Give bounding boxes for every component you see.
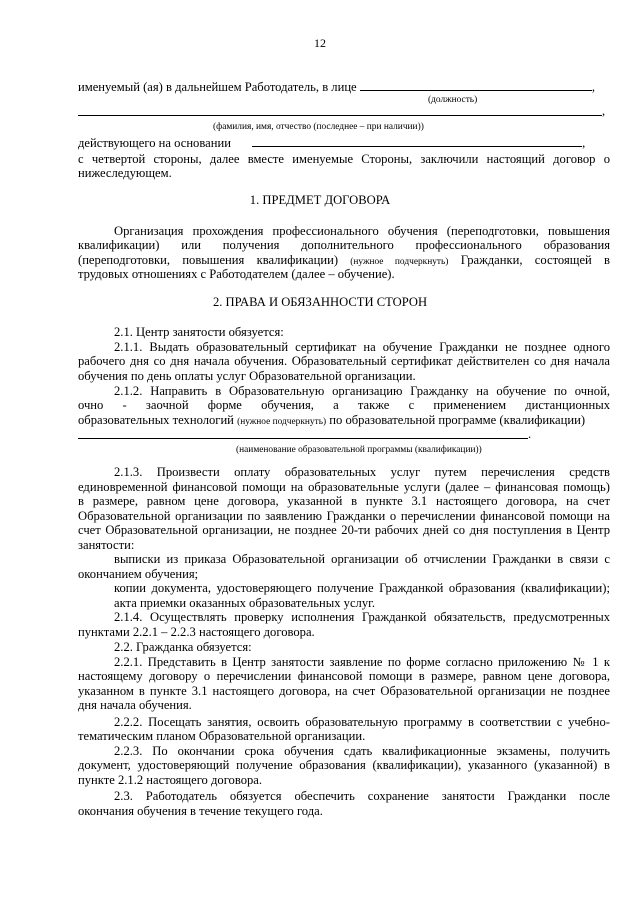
page-number: 12 <box>314 36 326 50</box>
copy-doc-line: копии документа, удостоверяющего получение Гражданкой образования (квалификации); <box>114 581 610 595</box>
p2-1-4-line-2: пунктами 2.2.1 – 2.2.3 настоящего договора. <box>78 625 315 639</box>
p2-1-3-line-6: занятости: <box>78 538 135 552</box>
s1-line-2: квалификации) или получения дополнительного профессионального образования <box>78 238 610 252</box>
caption-name: (фамилия, имя, отчество (последнее – при наличии)) <box>213 122 424 132</box>
section-2-title: 2. ПРАВА И ОБЯЗАННОСТИ СТОРОН <box>212 295 428 309</box>
extract-line-2: окончанием обучения; <box>78 567 199 581</box>
s1-l3a: (переподготовки, повышения квалификации) <box>78 253 339 267</box>
p2-2-3-line-1: 2.2.3. По окончании срока обучения сдать квалификационные экзамены, получить <box>114 744 610 758</box>
parties-line-1: с четвертой стороны, далее вместе именуемые Стороны, заключили настоящий договор о <box>78 152 610 166</box>
p2-1-2-line-2: очно - заочной форме обучения, а также с применением дистанционных <box>78 398 610 412</box>
s1-line-4: трудовых отношениях с Работодателем (далее – обучение). <box>78 267 395 281</box>
p2-1-2-line-1: 2.1.2. Направить в Образовательную организацию Гражданку на обучение по очной, <box>114 384 610 398</box>
comma: , <box>582 136 586 150</box>
caption-position: (должность) <box>428 95 478 105</box>
p2-2-2-line-2: тематическим планом Образовательной организации. <box>78 729 366 743</box>
s1-l3c: Гражданки, состоящей в <box>460 253 610 267</box>
p2-3-line-2: окончания обучения в течение текущего года. <box>78 804 323 818</box>
basis-label: действующего на основании <box>78 136 231 150</box>
p2-2-3-line-3: пункте 2.1.2 настоящего договора. <box>78 773 263 787</box>
p212-3a: образовательных технологий <box>78 413 234 427</box>
program-dot: . <box>528 427 532 441</box>
p2-2-1-line-3: указанном в пункте 3.1 настоящего договора, на счет Образовательной организации не позднее <box>78 684 610 698</box>
basis-line <box>78 135 610 150</box>
p2-2: 2.2. Гражданка обязуется: <box>114 640 252 654</box>
employer-line <box>78 79 610 94</box>
name-blank[interactable] <box>78 115 602 116</box>
act-line: акта приемки оказанных образовательных услуг. <box>114 596 376 610</box>
p212-3b: (нужное подчеркнуть) <box>237 417 327 427</box>
p212-3c: по образовательной программе (квалификации) <box>329 413 586 427</box>
caption-program: (наименование образовательной программы (квалификации)) <box>236 445 482 455</box>
p2-1-1-line-3: обучения по день оплаты услуг Образовательной организации. <box>78 369 416 383</box>
s1-line-1: Организация прохождения профессионального обучения (переподготовки, повышения <box>114 224 610 238</box>
p2-1-3-line-5: счет Образовательной организации, не позднее 20-ти рабочих дней со дня поступления в Центр <box>78 523 610 537</box>
parties-line-2: нижеследующем. <box>78 166 172 180</box>
p2-1-1-line-1: 2.1.1. Выдать образовательный сертификат на обучение Гражданки не позднее одного <box>114 340 610 354</box>
position-blank[interactable] <box>360 79 592 91</box>
p2-1-3-line-3: в размере, равном цене договора, указанной в пункте 3.1 настоящего договора, на счет <box>78 494 610 508</box>
p2-3-line-1: 2.3. Работодатель обязуется обеспечить сохранение занятости Гражданки после <box>114 789 610 803</box>
p2-1-4-line-1: 2.1.4. Осуществлять проверку исполнения Гражданкой обязательств, предусмотренных <box>114 610 610 624</box>
section-1-title: 1. ПРЕДМЕТ ДОГОВОРА <box>249 193 391 207</box>
basis-blank[interactable] <box>252 135 582 147</box>
p2-2-1-line-2: настоящему договору о перечислении финансовой помощи в размере, равном цене договора, <box>78 669 610 683</box>
p2-2-1-line-1: 2.2.1. Представить в Центр занятости заявление по форме согласно приложению № 1 к <box>114 655 610 669</box>
p2-2-2-line-1: 2.2.2. Посещать занятия, освоить образовательную программу в соответствии с учебно- <box>114 715 610 729</box>
s1-l3b: (нужное подчеркнуть) <box>350 257 449 267</box>
comma: , <box>591 80 595 94</box>
p2-1: 2.1. Центр занятости обязуется: <box>114 325 284 339</box>
program-blank[interactable] <box>78 438 528 439</box>
extract-line-1: выписки из приказа Образовательной организации об отчислении Гражданки в связи с <box>114 552 610 566</box>
p2-1-1-line-2: рабочего дня со дня начала обучения. Образовательный сертификат действителен со дня начала <box>78 354 610 368</box>
p2-1-3-line-4: Образовательной организации по заявлению Гражданки о перечислении финансовой помощи на <box>78 509 610 523</box>
employer-prefix: именуемый (ая) в дальнейшем Работодатель, в лице <box>78 80 357 94</box>
p2-2-1-line-4: дня начала обучения. <box>78 698 192 712</box>
p2-1-3-line-2: единовременной финансовой помощи на образовательные услуги (далее – финансовая помощь) <box>78 480 610 494</box>
comma: , <box>602 104 606 118</box>
p2-2-3-line-2: документ, удостоверяющий получение образования (квалификации), указанного (указанной) в <box>78 758 610 772</box>
p2-1-3-line-1: 2.1.3. Произвести оплату образовательных услуг путем перечисления средств <box>114 465 610 479</box>
